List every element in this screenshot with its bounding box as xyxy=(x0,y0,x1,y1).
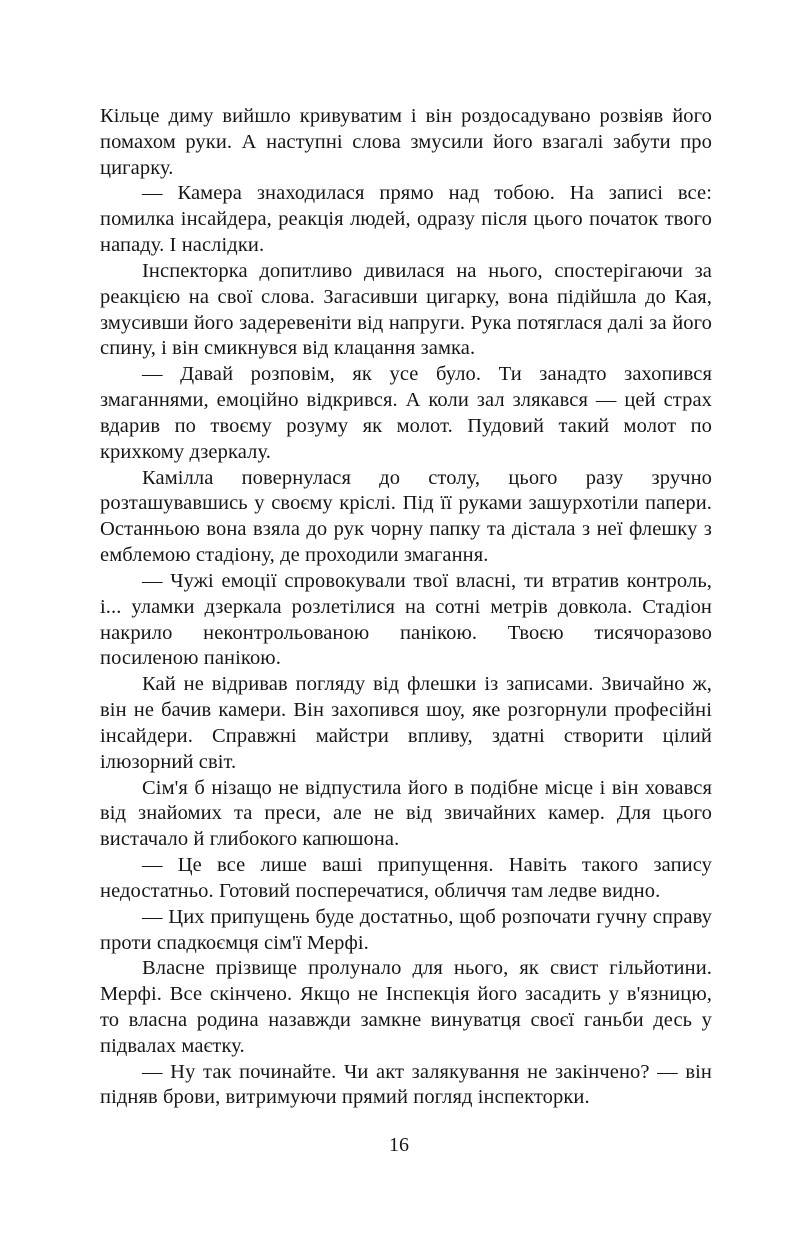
paragraph: Кільце диму вийшло кривуватим і він роздосадувано розвіяв його помахом руки. А наступні слова змусили його взагалі забути про цигарку. xyxy=(100,105,712,179)
paragraph: — Камера знаходилася прямо над тобою. На записі все: помилка інсайдера, реакція людей, одразу після цього початок твого нападу. І наслідки. xyxy=(100,182,712,257)
paragraph: — Чужі емоції спровокували твої власні, ти втратив контроль, і... уламки дзеркала розлетілися на сотні метрів довкола. Стадіон накрило неконтрольованою панікою. Твоєю тисячоразово посиленою панікою. xyxy=(100,569,712,670)
paragraph: Сім'я б нізащо не відпустила його в подібне місце і він ховався від знайомих та преси, але не від звичайних камер. Для цього вистачало й глибокого капюшона. xyxy=(100,776,712,851)
page-number: 16 xyxy=(389,1134,409,1156)
paragraph: — Цих припущень буде достатньо, щоб розпочати гучну справу проти спадкоємця сім'ї Мерфі. xyxy=(100,905,712,954)
paragraph: Кай не відривав погляду від флешки із записами. Звичайно ж, він не бачив камери. Він захопився шоу, яке розгорнули професійні інсайдери. Справжні майстри впливу, здатні створити цілий ілюзорний світ. xyxy=(100,673,712,773)
paragraph: Інспекторка допитливо дивилася на нього, спостерігаючи за реакцією на свої слова. Загасивши цигарку, вона підійшла до Кая, змусивши його задеревеніти від напруги. Рука потяглася далі за його спину, і він смикнувся від клацання замка. xyxy=(100,259,712,360)
paragraph: — Це все лише ваші припущення. Навіть такого запису недостатньо. Готовий посперечатися, обличчя там ледве видно. xyxy=(100,854,712,902)
paragraph: — Ну так починайте. Чи акт залякування не закінчено? — він підняв брови, витримуючи прямий погляд інспекторки. xyxy=(100,1060,712,1109)
paragraph: Власне прізвище пролунало для нього, як свист гільйотини. Мерфі. Все скінчено. Якщо не Інспекція його засадить у в'язницю, то власна родина назавжди замкне винуватця своєї ганьби десь у підвалах маєтку. xyxy=(100,957,712,1057)
paragraph: — Давай розповім, як усе було. Ти занадто захопився змаганнями, емоційно відкрився. А коли зал злякався — цей страх вдарив по твоєму розуму як молот. Пудовий такий молот по крихкому дзеркалу. xyxy=(100,363,712,463)
paragraph: Камілла повернулася до столу, цього разу зручно розташувавшись у своєму кріслі. Під її руками зашурхотіли папери. Останньою вона взяла до рук чорну папку та дістала з неї флешку з емблемою стадіону, де проходили змагання. xyxy=(100,466,712,567)
body-text xyxy=(100,104,712,1111)
